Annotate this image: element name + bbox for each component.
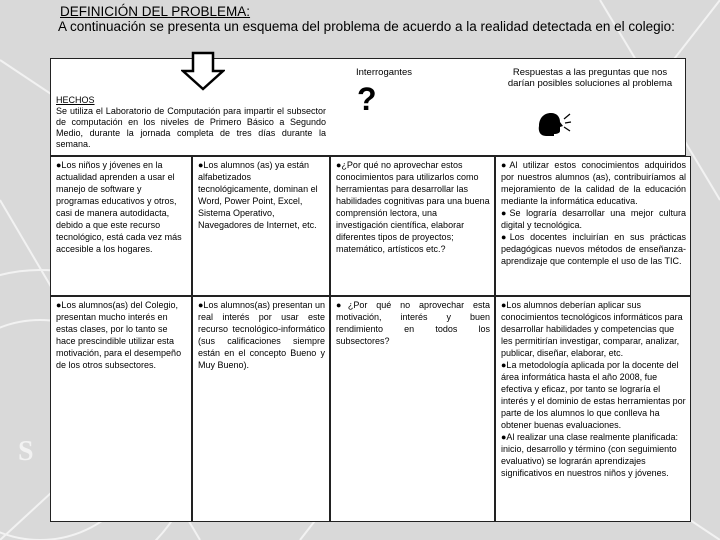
question-mark-icon: ? [357,81,377,117]
hechos-text: Se utiliza el Laboratorio de Computación para impartir el subsector de computación en los niveles de Primero Básico a Segundo Medio, durante la jornada completa de tres días durante la semana. [56,106,326,149]
row1-col4-cell [495,156,691,296]
row1-col4-item: ●Los docentes incluirían en sus prácticas pedagógicas nuevos métodos de enseñanza-aprendizaje que contemple el uso de las TIC. [501,232,686,266]
row2-col4-cell [495,296,691,522]
row2-col4-item: ●Los alumnos deberían aplicar sus conocimientos tecnológicos informáticos para desarrollar habilidades y competencias que les permitirían investigar, comparar, analizar, publicar, diseñar, elaborar, etc. [501,300,683,358]
row2-col4-item: ●Al realizar una clase realmente planificada: inicio, desarrollo y término (con seguimiento evaluativo) se lograrán aprendizajes significativos en nuestros niños y jóvenes. [501,432,679,478]
row2-col4-item: ●La metodología aplicada por la docente del área informática hasta el año 2008, fue efectiva y eficaz, por tanto se lograría el interés y el dominio de estas herramientas por parte de los alumnos lo que conlleva ha obtener buenas evaluaciones. [501,360,686,430]
header-intro: A continuación se presenta un esquema del problema de acuerdo a la realidad detectada en el colegio: [58,19,675,34]
row1-col3-cell [330,156,495,296]
hechos-title: HECHOS [56,95,95,105]
header-title: DEFINICIÓN DEL PROBLEMA: [60,4,251,19]
row2-col2-text: ●Los alumnos(as) presentan un real interés por usar este recurso tecnológico-informático (sus calificaciones siempre están en el concepto Bueno y Muy Bueno). [198,300,326,370]
down-arrow-icon [181,51,225,91]
row2-col1-text: ●Los alumnos(as) del Colegio, presentan mucho interés en estas clases, por lo tanto se hace prescindible utilizar esta motivación, para el desempeño de los otros subsectores. [56,300,182,370]
speaking-head-icon [536,109,572,137]
problem-definition-header [52,4,692,34]
row1-col1-cell [50,156,192,296]
hechos-block [56,95,326,150]
row1-col3-text: ●¿Por qué no aprovechar estos conocimientos para utilizarlos como herramientas para desarrollar las habilidades cognitivas para una buena comprensión lectora, una investigación científica, elaborar diferentes tipos de proyectos; matemático, artísticos etc.? [336,160,490,254]
row1-col2-text: ●Los alumnos (as) ya están alfabetizados tecnológicamente, dominan el Word, Power Point, Excel, Sistema Operativo, Navegadores de Internet, etc. [198,160,318,230]
svg-text:S: S [18,436,34,467]
respuestas-label: Respuestas a las preguntas que nos darían posibles soluciones al problema [507,67,673,89]
row2-col3-text: ●¿Por qué no aprovechar esta motivación, interés y buen rendimiento en todos los subsectores? [336,300,490,346]
row2-col3-cell [330,296,495,522]
row2-col1-cell [50,296,192,522]
row1-col4-item: ●Al utilizar estos conocimientos adquiridos por nuestros alumnos (as), contribuiríamos al mejoramiento de la calidad de la educación mediante la informática educativa. [501,160,686,206]
row1-col2-cell [192,156,330,296]
row1-col1-text: ●Los niños y jóvenes en la actualidad aprenden a usar el manejo de software y programas educativos y otros, casi de manera autodidacta, debido a que este recurso tecnológico, está cada vez más accesible a los hogares. [56,160,182,254]
row2-col2-cell [192,296,330,522]
row1-col4-item: ●Se lograría desarrollar una mejor cultura digital y tecnológica. [501,208,686,230]
interrogantes-label: Interrogantes [356,67,412,78]
scheme-header-box [50,58,686,156]
